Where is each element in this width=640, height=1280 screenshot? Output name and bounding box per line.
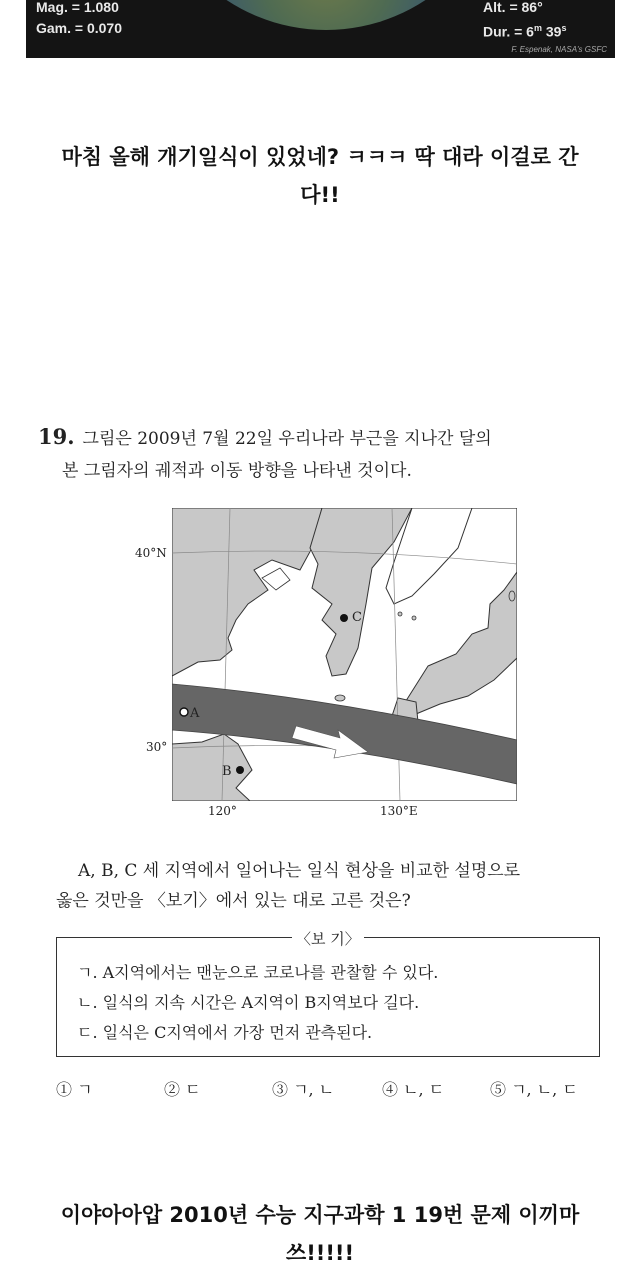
gamma-label: Gam. = 0.070 (36, 20, 123, 36)
exam-question (0, 410, 640, 1110)
choice-2: ② ㄷ (164, 1080, 201, 1099)
point-b-label: B (222, 764, 232, 779)
choice-4: ④ ㄴ, ㄷ (382, 1080, 445, 1099)
point-a-label: A (190, 706, 200, 721)
caption-line-2: 다!! (300, 183, 340, 207)
prompt-line-2: 옳은 것만을 〈보기〉에서 있는 대로 고른 것은? (56, 891, 411, 911)
lat-40-label: 40°N (135, 546, 167, 560)
prompt-line-1: A, B, C 세 지역에서 일어나는 일식 현상을 비교한 설명으로 (78, 861, 521, 881)
lon-120-label: 120° (208, 804, 237, 818)
duration-label: Dur. = $6^m$ 39$^s$ (483, 23, 567, 40)
eclipse-map-image (26, 0, 615, 58)
choice-3: ③ ㄱ, ㄴ (272, 1080, 335, 1099)
question-number: 19. (38, 424, 75, 449)
bogi-box (56, 930, 600, 1057)
magnitude-label: Mag. = 1.080 (36, 0, 119, 15)
earth-globe (146, 0, 506, 30)
bogi-item-3: ㄷ. 일식은 C지역에서 가장 먼저 관측된다. (77, 1023, 373, 1042)
choice-5: ⑤ ㄱ, ㄴ, ㄷ (490, 1080, 578, 1099)
choice-1: ① ㄱ (56, 1080, 93, 1099)
question-line-2: 본 그림자의 궤적과 이동 방향을 나타낸 것이다. (62, 461, 412, 481)
point-c-label: C (352, 610, 362, 625)
bogi-item-2: ㄴ. 일식의 지속 시간은 A지역이 B지역보다 길다. (77, 993, 420, 1012)
bogi-item-1: ㄱ. A지역에서는 맨눈으로 코로나를 관찰할 수 있다. (77, 963, 439, 982)
lat-30-label: 30° (146, 740, 168, 754)
caption2-line-2: 쓰!!!!! (285, 1241, 355, 1265)
caption2-line-1: 이야아아압 2010년 수능 지구과학 1 19번 문제 이끼마 (60, 1203, 580, 1227)
altitude-label: Alt. = 86° (483, 0, 543, 15)
eclipse-path-map (172, 508, 517, 801)
bogi-title: 〈보 기〉 (292, 928, 364, 949)
question-line-1: 19. 그림은 2009년 7월 22일 우리나라 부근을 지나간 달의 (38, 424, 492, 449)
caption-line-1: 마침 올해 개기일식이 있었네? ㅋㅋㅋ 딱 대라 이걸로 간 (61, 145, 579, 169)
lon-130-label: 130°E (380, 804, 418, 818)
image-credit: F. Espenak, NASA's GSFC (511, 45, 607, 54)
